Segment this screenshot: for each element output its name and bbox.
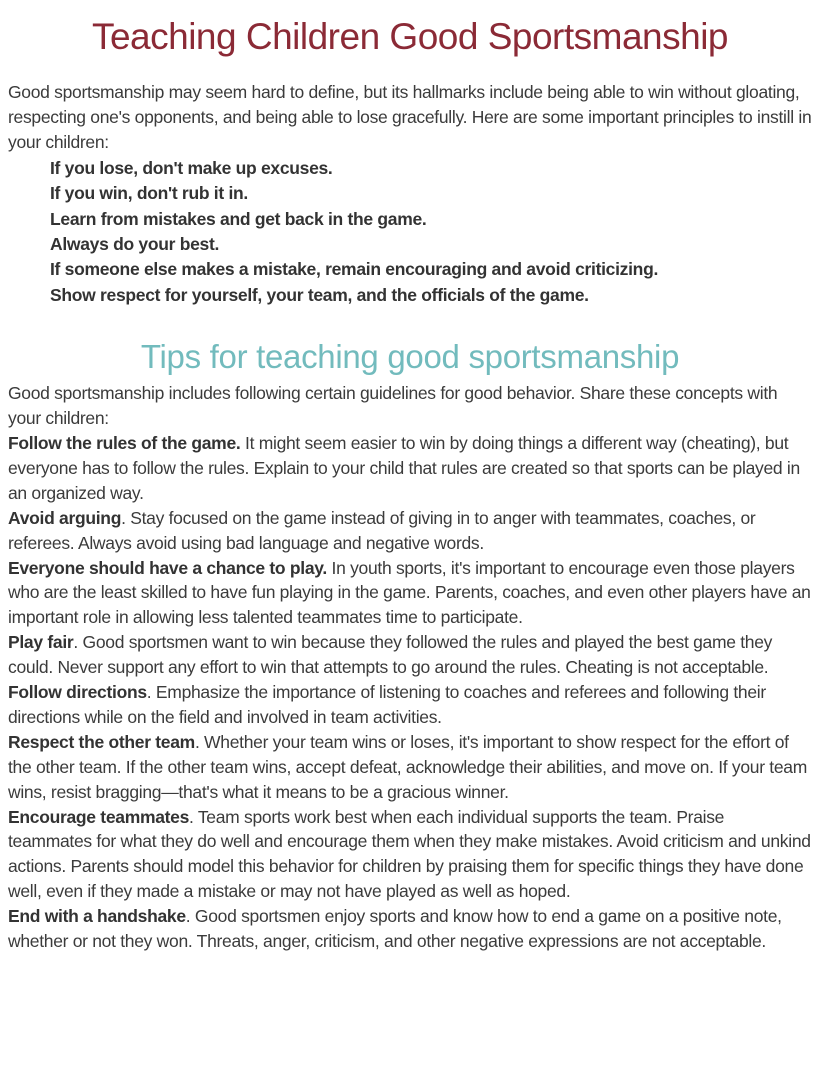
- tip-label: Follow the rules of the game.: [8, 432, 241, 453]
- tip-label: Follow directions: [8, 682, 147, 703]
- tip-paragraph: [8, 431, 812, 506]
- document-page: [0, 16, 820, 954]
- tip-label: Everyone should have a chance to play.: [8, 557, 327, 578]
- tip-paragraph: [8, 730, 812, 805]
- tip-paragraph: [8, 904, 812, 954]
- tip-label: End with a handshake: [8, 906, 186, 927]
- tip-paragraph: [8, 805, 812, 905]
- tip-text: . Good sportsmen want to win because they followed the rules and played the best game they could. Never support any effort to win that attempts to go around the rules. Cheating is not acceptable.: [8, 632, 773, 678]
- principle-item: If someone else makes a mistake, remain encouraging and avoid criticizing.: [50, 259, 659, 280]
- principle-item: Always do your best.: [50, 233, 220, 254]
- tip-text: . Good sportsmen enjoy sports and know how to end a game on a positive note, whether or not they won. Threats, anger, criticism, and other negative expressions are not acceptable.: [8, 906, 782, 952]
- tip-paragraph: [8, 630, 812, 680]
- tip-text: . Whether your team wins or loses, it's important to show respect for the effort of the other team. If the other team wins, accept defeat, acknowledge their abilities, and move on. If your team wins, resist bragging—that's what it means to be a gracious winner.: [8, 731, 808, 802]
- tip-text: It might seem easier to win by doing things a different way (cheating), but everyone has to follow the rules. Explain to your child that rules are created so that sports can be played in an organized way.: [8, 432, 800, 503]
- tip-label: Respect the other team: [8, 731, 195, 752]
- principles-list: [8, 156, 812, 308]
- tip-text: . Stay focused on the game instead of giving in to anger with teammates, coaches, or referees. Always avoid using bad language and negative words.: [8, 507, 756, 553]
- tip-paragraph: [8, 506, 812, 556]
- principle-item: If you lose, don't make up excuses.: [50, 157, 333, 178]
- section-heading: Tips for teaching good sportsmanship: [140, 338, 680, 376]
- intro-paragraph: Good sportsmanship may seem hard to define, but its hallmarks include being able to win without gloating, respecting one's opponents, and being able to lose gracefully. Here are some important principles to instill in your children:: [8, 82, 812, 152]
- principle-item: Learn from mistakes and get back in the game.: [50, 208, 427, 229]
- tip-text: In youth sports, it's important to encourage even those players who are the least skilled to have fun playing in the game. Parents, coaches, and even other players have an important role in allowing less talented teammates time to participate.: [8, 557, 811, 628]
- section-lead-paragraph: Good sportsmanship includes following certain guidelines for good behavior. Share these concepts with your children:: [8, 383, 778, 429]
- principle-item: Show respect for yourself, your team, and the officials of the game.: [50, 284, 589, 305]
- tip-label: Avoid arguing: [8, 507, 122, 528]
- tip-paragraph: [8, 680, 812, 730]
- tip-text: . Team sports work best when each individual supports the team. Praise teammates for what they do well and encourage them when they make mistakes. Avoid criticism and unkind actions. Parents should model this behavior for children by praising them for specific things they have done well, even if they made a mistake or may not have played as well as hoped.: [8, 806, 811, 902]
- tip-label: Encourage teammates: [8, 806, 190, 827]
- principle-item: If you win, don't rub it in.: [50, 183, 248, 204]
- tip-label: Play fair: [8, 632, 74, 653]
- tip-text: . Emphasize the importance of listening to coaches and referees and following their directions while on the field and involved in team activities.: [8, 682, 766, 727]
- tip-paragraph: [8, 556, 812, 631]
- page-title: Teaching Children Good Sportsmanship: [91, 16, 729, 57]
